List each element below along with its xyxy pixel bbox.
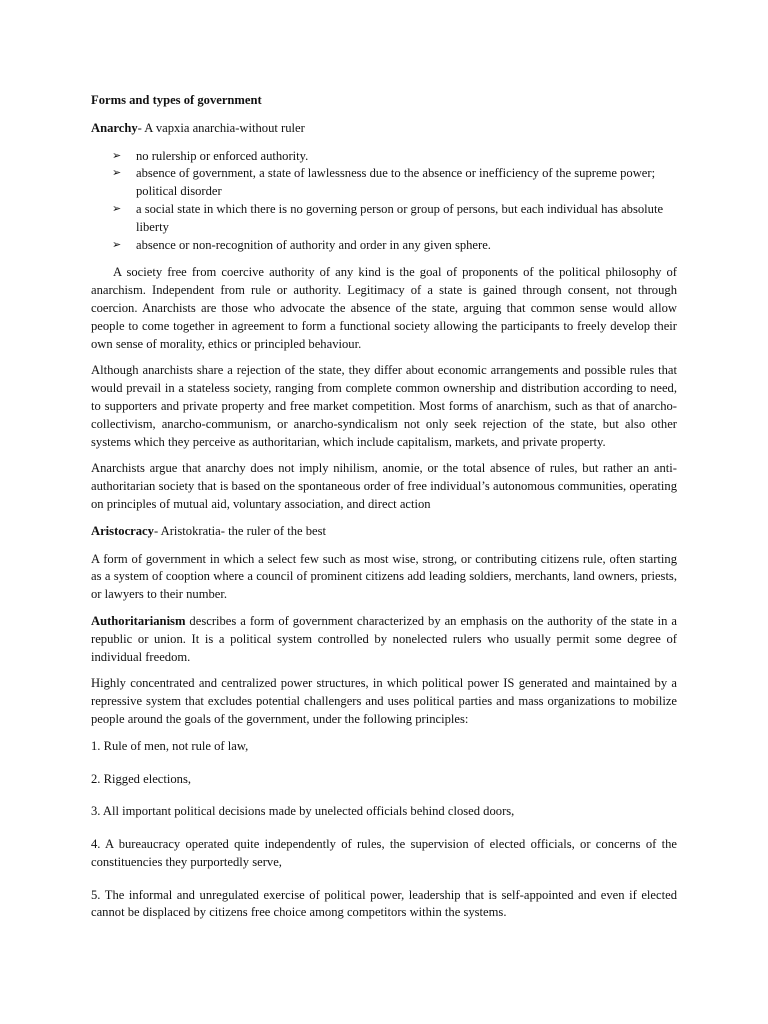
- principle-item: 4. A bureaucracy operated quite independently of rules, the supervision of elected officials, or concerns of the constituencies they purportedly serve,: [91, 837, 677, 869]
- list-item: [91, 148, 677, 166]
- authoritarianism-definition-text: describes a form of government characterized by an emphasis on the authority of the state in a republic or union. It is a political system controlled by nonelected rulers who usually permit some degree of individual freedom.: [91, 613, 677, 664]
- arrow-bullet-icon: ➢: [112, 202, 122, 215]
- aristocracy-definition-text: - Aristokratia- the ruler of the best: [153, 523, 327, 538]
- list-item: [91, 237, 677, 255]
- principle-item: 5. The informal and unregulated exercise of political power, leadership that is self-appointed and even if elected cannot be displaced by citizens free choice among competitors within the systems.: [91, 887, 677, 920]
- document-title: Forms and types of government: [91, 93, 262, 107]
- list-item: [91, 165, 677, 201]
- anarchy-definition-text: - A vapxia anarchia-without ruler: [137, 120, 305, 135]
- list-item: [91, 201, 677, 237]
- principle-item: 2. Rigged elections,: [91, 771, 192, 786]
- arrow-bullet-icon: ➢: [112, 149, 122, 162]
- bullet-text: absence or non-recognition of authority and order in any given sphere.: [136, 237, 491, 252]
- aristocracy-definition: [91, 523, 677, 541]
- bullet-text: absence of government, a state of lawlessness due to the absence or inefficiency of the supreme power; political disorder: [136, 166, 656, 199]
- principle-item: 3. All important political decisions made by unelected officials behind closed doors,: [91, 804, 515, 819]
- arrow-bullet-icon: ➢: [112, 167, 122, 180]
- anarchy-paragraph-1: A society free from coercive authority of any kind is the goal of proponents of the political philosophy of anarchism. Independent from rule or authority. Legitimacy of a state is gained through consent, not through coercion. Anarchists are those who advocate the absence of the state, arguing that common sense would allow people to come together in agreement to form a functional society allowing the participants to freely develop their own sense of morality, ethics or principled behaviour.: [91, 265, 677, 351]
- anarchy-paragraph-3: Anarchists argue that anarchy does not imply nihilism, anomie, or the total absence of rules, but rather an anti-authoritarian society that is based on the spontaneous order of free individual’s autonomous communities, operating on principles of mutual aid, voluntary association, and direct action: [91, 461, 677, 511]
- anarchy-bullet-list: [91, 148, 677, 255]
- anarchy-definition: [91, 120, 677, 138]
- authoritarianism-definition: [91, 613, 677, 666]
- anarchy-term: Anarchy: [91, 120, 138, 135]
- bullet-text: a social state in which there is no governing person or group of persons, but each individual has absolute liberty: [136, 201, 664, 234]
- authoritarianism-paragraph: Highly concentrated and centralized power structures, in which political power IS generated and maintained by a repressive system that excludes potential challengers and uses political parties and mass organizations to mobilize people around the goals of the government, under the following principles:: [91, 676, 677, 726]
- bullet-text: no rulership or enforced authority.: [136, 148, 309, 163]
- arrow-bullet-icon: ➢: [112, 238, 122, 251]
- aristocracy-paragraph: A form of government in which a select few such as most wise, strong, or contributing citizens rule, often starting as a system of cooption where a council of prominent citizens add leading soldiers, merchants, land owners, priests, or lawyers to their number.: [91, 551, 677, 602]
- aristocracy-term: Aristocracy: [91, 523, 154, 538]
- authoritarianism-term: Authoritarianism: [91, 613, 186, 628]
- anarchy-paragraph-2: Although anarchists share a rejection of the state, they differ about economic arrangements and possible rules that would prevail in a stateless society, ranging from complete common ownership and distribution according to need, to supporters and private property and free market competition. Most forms of anarchism, such as that of anarcho-collectivism, anarcho-communism, or anarcho-syndicalism not only seek rejection of the state, but also other systems which they perceive as authoritarian, which include capitalism, markets, and private property.: [91, 363, 677, 449]
- principle-item: 1. Rule of men, not rule of law,: [91, 738, 249, 753]
